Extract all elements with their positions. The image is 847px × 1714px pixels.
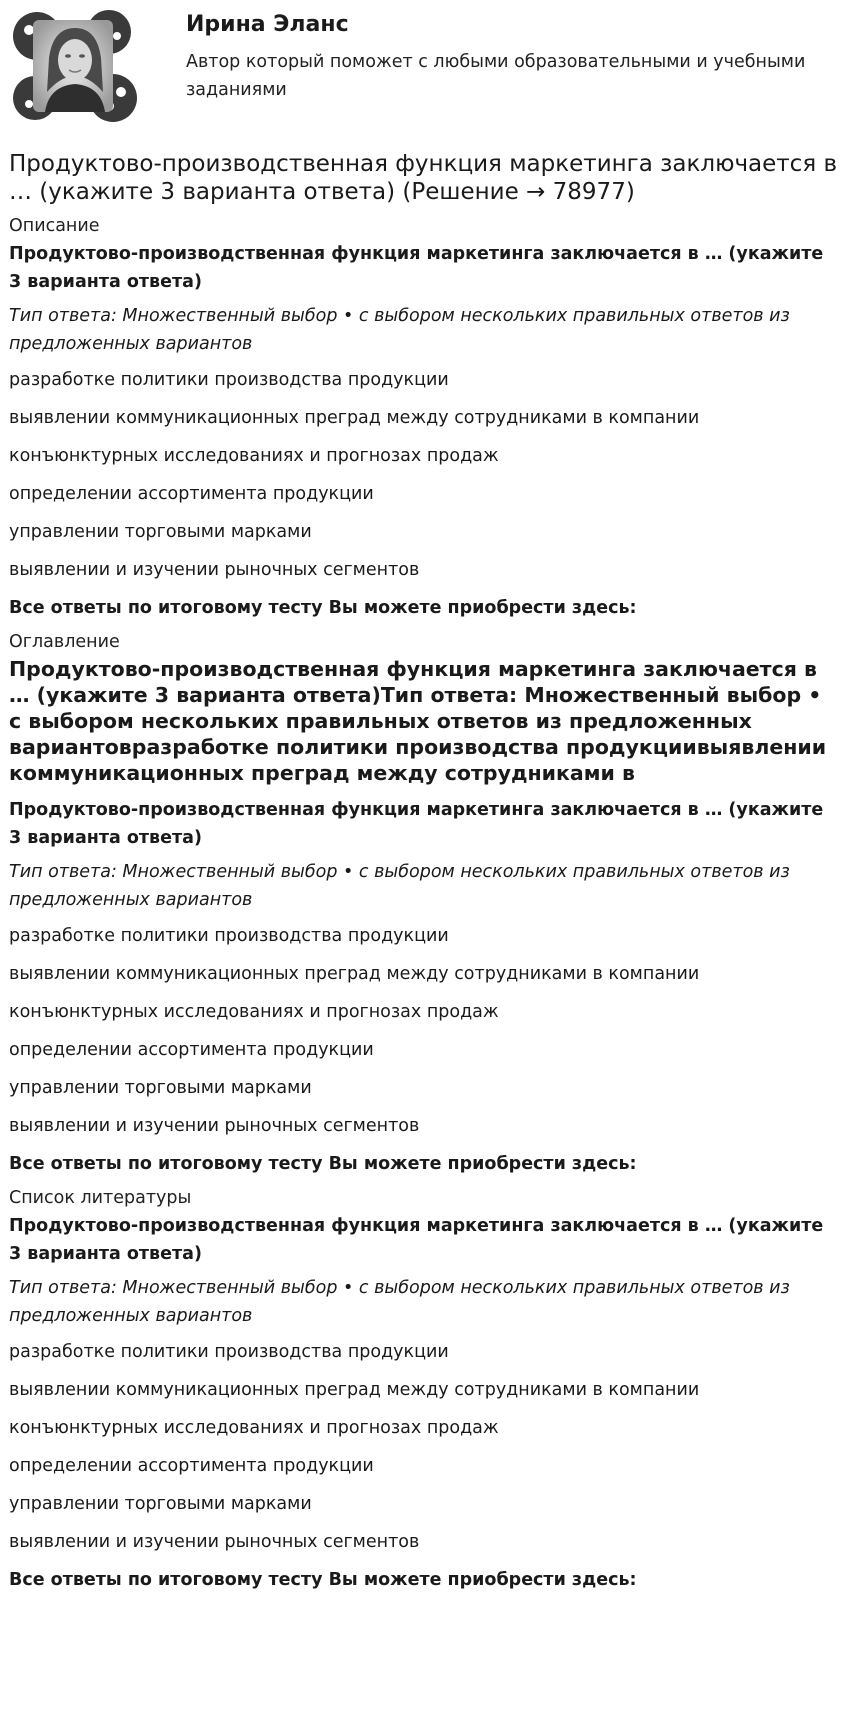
answer-option: управлении торговыми марками — [9, 522, 312, 542]
answer-option: конъюнктурных исследованиях и прогнозах продаж — [9, 446, 499, 466]
answer-option: определении ассортимента продукции — [9, 1040, 374, 1060]
question-title: Продуктово-производственная функция маркетинга заключается в … (укажите 3 варианта ответа) — [9, 244, 824, 292]
answer-option: конъюнктурных исследованиях и прогнозах продаж — [9, 1002, 499, 1022]
section-table-of-contents — [9, 628, 839, 1178]
question-title: Продуктово-производственная функция маркетинга заключается в … (укажите 3 варианта ответа) — [9, 800, 824, 848]
section-label: Список литературы — [9, 1188, 192, 1208]
answer-type: Тип ответа: Множественный выбор • с выбором нескольких правильных ответов из предложенных вариантов — [9, 1278, 790, 1326]
page — [9, 0, 839, 1600]
answer-type: Тип ответа: Множественный выбор • с выбором нескольких правильных ответов из предложенных вариантов — [9, 306, 790, 354]
answer-type: Тип ответа: Множественный выбор • с выбором нескольких правильных ответов из предложенных вариантов — [9, 862, 790, 910]
answer-option: выявлении коммуникационных преград между сотрудниками в компании — [9, 1380, 700, 1400]
buy-note: Все ответы по итоговому тесту Вы можете приобрести здесь: — [9, 1570, 637, 1590]
answer-option: выявлении коммуникационных преград между сотрудниками в компании — [9, 408, 700, 428]
question-title: Продуктово-производственная функция маркетинга заключается в … (укажите 3 варианта ответа) — [9, 1216, 824, 1264]
buy-note: Все ответы по итоговому тесту Вы можете приобрести здесь: — [9, 1154, 637, 1174]
author-name[interactable]: Ирина Эланс — [186, 12, 349, 37]
section-bibliography — [9, 1184, 839, 1594]
answer-option: выявлении и изучении рыночных сегментов — [9, 1532, 420, 1552]
answer-option: определении ассортимента продукции — [9, 484, 374, 504]
answer-option: выявлении и изучении рыночных сегментов — [9, 1116, 420, 1136]
answer-option: выявлении и изучении рыночных сегментов — [9, 560, 420, 580]
author-avatar[interactable] — [9, 6, 139, 126]
page-title: Продуктово-производственная функция маркетинга заключается в … (укажите 3 варианта ответа) (Решение → 78977) — [9, 151, 838, 205]
answer-option: разработке политики производства продукции — [9, 370, 449, 390]
section-label: Описание — [9, 216, 100, 236]
answer-option: конъюнктурных исследованиях и прогнозах продаж — [9, 1418, 499, 1438]
answer-option: определении ассортимента продукции — [9, 1456, 374, 1476]
answer-option: разработке политики производства продукции — [9, 1342, 449, 1362]
buy-note: Все ответы по итоговому тесту Вы можете приобрести здесь: — [9, 598, 637, 618]
answer-option: управлении торговыми марками — [9, 1078, 312, 1098]
author-block — [9, 0, 839, 132]
toc-heading: Продуктово-производственная функция маркетинга заключается в … (укажите 3 варианта ответа)Тип ответа: Множественный выбор • с выбором нескольких правильных ответов из предложенных вариантовразработке политики производства продукциивыявлении коммуникационных преград между сотрудниками в — [9, 657, 827, 785]
section-description — [9, 212, 839, 622]
answer-option: управлении торговыми марками — [9, 1494, 312, 1514]
section-label: Оглавление — [9, 632, 120, 652]
answer-option: выявлении коммуникационных преград между сотрудниками в компании — [9, 964, 700, 984]
answer-option: разработке политики производства продукции — [9, 926, 449, 946]
author-description: Автор который поможет с любыми образовательными и учебными заданиями — [186, 52, 806, 100]
